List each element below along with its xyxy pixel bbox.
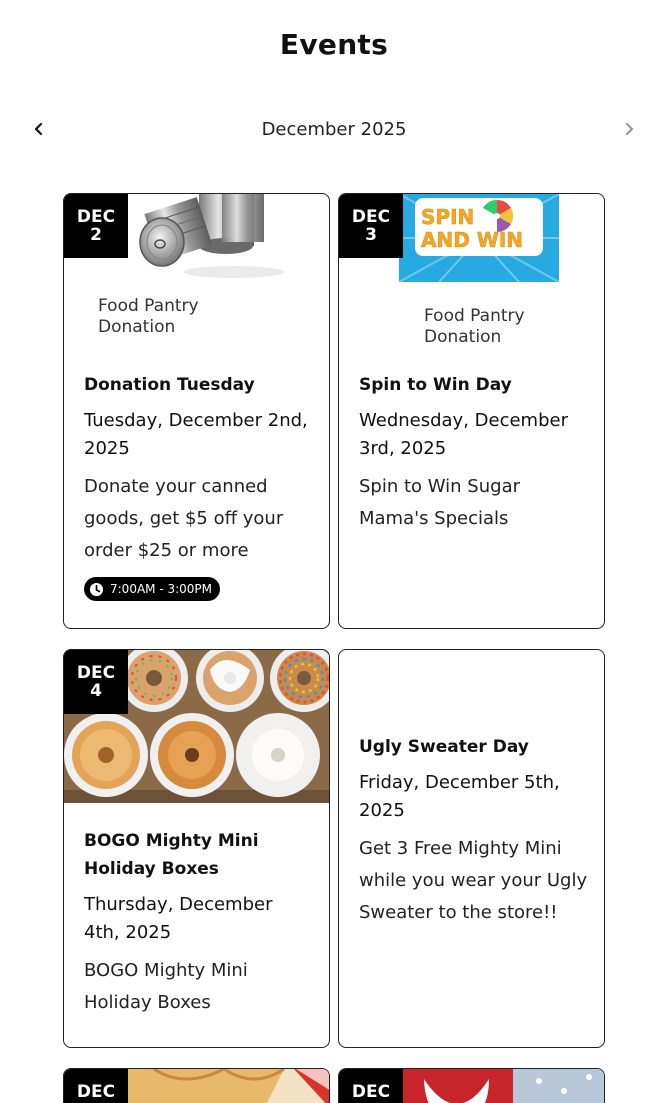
image-caption-line1: Food Pantry — [424, 306, 525, 326]
badge-day: 4 — [90, 681, 102, 701]
event-title[interactable]: Ugly Sweater Day — [359, 737, 529, 757]
date-badge — [64, 650, 128, 714]
event-card[interactable] — [63, 1068, 330, 1103]
event-date: Tuesday, December 2nd, 2025 — [84, 410, 308, 459]
event-card[interactable] — [338, 1068, 605, 1103]
event-card[interactable] — [63, 649, 330, 1048]
image-banner-line2: AND WIN — [421, 228, 524, 252]
badge-month: DEC — [351, 207, 391, 227]
event-time: 7:00AM - 3:00PM — [110, 582, 213, 596]
badge-month: DEC — [76, 663, 116, 683]
event-body — [84, 371, 313, 602]
event-card[interactable] — [63, 193, 330, 629]
image-caption-line1: Food Pantry — [98, 296, 199, 316]
previous-month-button[interactable] — [29, 119, 49, 139]
event-date: Wednesday, December 3rd, 2025 — [359, 410, 568, 459]
badge-month: DEC — [351, 1082, 391, 1102]
image-banner-line1: SPIN — [421, 205, 475, 229]
event-date: Thursday, December 4th, 2025 — [84, 894, 273, 943]
chevron-left-icon — [33, 122, 45, 136]
event-title[interactable]: Spin to Win Day — [359, 375, 512, 395]
event-body — [84, 827, 313, 1019]
event-description: Get 3 Free Mighty Mini while you wear your Ugly Sweater to the store!! — [359, 838, 588, 923]
clock-icon — [89, 582, 104, 597]
date-badge — [64, 1069, 128, 1103]
month-navigation — [0, 112, 668, 146]
event-card[interactable] — [338, 649, 605, 1048]
date-badge — [339, 194, 403, 258]
event-title[interactable]: BOGO Mighty Mini Holiday Boxes — [84, 831, 259, 879]
badge-month: DEC — [76, 1082, 116, 1102]
badge-month: DEC — [76, 207, 116, 227]
event-date: Friday, December 5th, 2025 — [359, 772, 560, 821]
event-title[interactable]: Donation Tuesday — [84, 375, 255, 395]
event-description: Spin to Win Sugar Mama's Specials — [359, 476, 520, 529]
date-badge — [339, 1069, 403, 1103]
page-title: Events — [279, 28, 389, 61]
event-card[interactable] — [338, 193, 605, 629]
badge-day: 2 — [90, 225, 102, 245]
chevron-right-icon — [623, 122, 635, 136]
image-caption-line2: Donation — [424, 327, 502, 347]
event-body — [359, 371, 588, 535]
event-description: BOGO Mighty Mini Holiday Boxes — [84, 960, 248, 1013]
current-month-label: December 2025 — [261, 118, 407, 140]
event-body — [359, 733, 588, 929]
image-caption-line2: Donation — [98, 317, 176, 337]
event-description: Donate your canned goods, get $5 off your order $25 or more — [84, 476, 284, 561]
next-month-button[interactable] — [619, 119, 639, 139]
date-badge — [64, 194, 128, 258]
badge-day: 3 — [365, 225, 377, 245]
event-time-badge — [84, 577, 220, 601]
